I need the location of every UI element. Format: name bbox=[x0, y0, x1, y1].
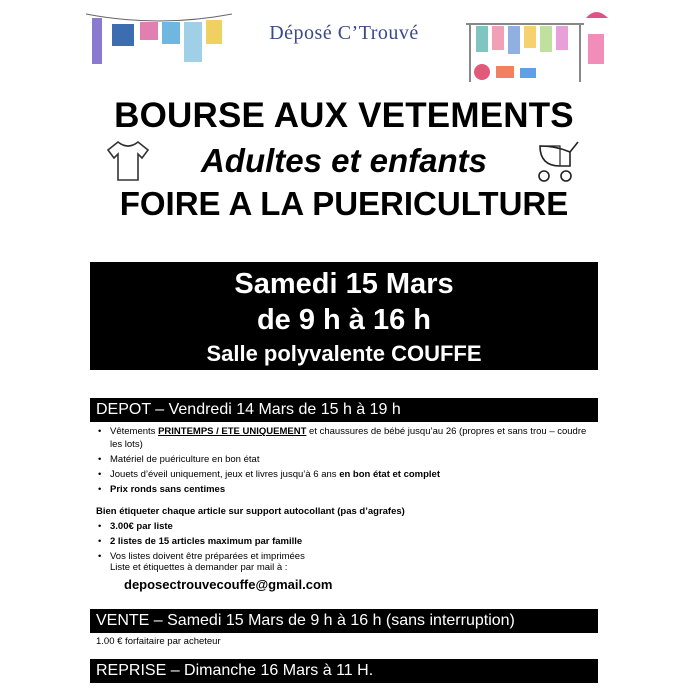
clothing-rack-icon bbox=[462, 4, 612, 84]
list-item: • Matériel de puériculture en bon état bbox=[96, 453, 596, 466]
headline-title: BOURSE AUX VETEMENTS bbox=[114, 96, 574, 135]
list-item: • Vos listes doivent être préparées et imprimées bbox=[96, 550, 596, 563]
depot-rules-list bbox=[96, 520, 596, 565]
label-note: Bien étiqueter chaque article sur support autocollant (pas d’agrafes) bbox=[96, 506, 405, 517]
list-item: • Prix ronds sans centimes bbox=[96, 483, 596, 496]
stroller-icon bbox=[530, 136, 582, 184]
headline-subtitle: Adultes et enfants bbox=[200, 142, 488, 179]
list-item: • 3.00€ par liste bbox=[96, 520, 596, 533]
tshirt-icon bbox=[104, 136, 152, 184]
mail-note: Liste et étiquettes à demander par mail à : bbox=[110, 562, 288, 573]
list-item: • Jouets d’éveil uniquement, jeux et livres jusqu’à 6 ans en bon état et complet bbox=[96, 468, 596, 481]
headline-puericulture: FOIRE A LA PUERICULTURE bbox=[119, 185, 569, 222]
list-item: • Vêtements PRINTEMPS / ETE UNIQUEMENT et chaussures de bébé jusqu’au 26 (propres et sans trou – coudre les lots) bbox=[96, 425, 596, 451]
event-venue: Salle polyvalente COUFFE bbox=[206, 341, 482, 366]
reprise-header: REPRISE – Dimanche 16 Mars à 11 H. bbox=[90, 659, 598, 683]
event-banner bbox=[90, 262, 598, 370]
clothesline-icon bbox=[84, 8, 234, 78]
depot-header: DEPOT – Vendredi 14 Mars de 15 h à 19 h bbox=[90, 398, 598, 422]
contact-email[interactable]: deposectrouvecouffe@gmail.com bbox=[124, 577, 333, 592]
vente-note: 1.00 € forfaitaire par acheteur bbox=[96, 636, 221, 647]
brand-name: Déposé C’Trouvé bbox=[269, 22, 419, 44]
vente-header: VENTE – Samedi 15 Mars de 9 h à 16 h (sans interruption) bbox=[90, 609, 598, 633]
list-item: • 2 listes de 15 articles maximum par famille bbox=[96, 535, 596, 548]
depot-item-list bbox=[96, 425, 596, 498]
event-date: Samedi 15 Mars bbox=[234, 268, 454, 300]
event-hours: de 9 h à 16 h bbox=[256, 304, 432, 336]
